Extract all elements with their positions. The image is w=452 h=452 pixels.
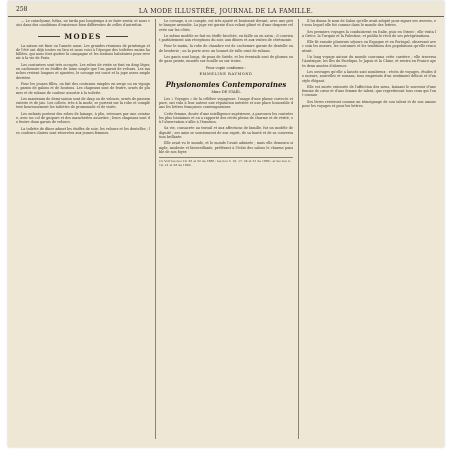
paragraph: Elle est morte entourée de l'affection des siens, laissant le souvenir d'une femme de cœur et d'une femme de talent, que regretteront tous ceux qui l'ont connue. bbox=[302, 84, 436, 98]
paragraph: Il lui donna le nom de Salon qu'elle avait adopté pour signer ses œuvres, et sous lequel elle fut connue dans le monde des lettres. bbox=[302, 19, 436, 28]
article-paragraph: Cette femme, douée d'une intelligence supérieure, a parcouru les contrées les plus lointaines et en a rapporté des récits pleins de charme et de vérité, où l'observation s'allie à l'émotion. bbox=[159, 111, 293, 125]
column-left bbox=[16, 19, 150, 439]
article-title: Physionomies Contemporaines bbox=[165, 79, 287, 89]
page bbox=[8, 1, 444, 447]
article-paragraph: Elle avait vu le monde, et le monde l'avait admirée ; mais elle demeura simple, modeste et bienveillante, préférant à l'éclat des salons le charme paisible de son foyer. bbox=[159, 141, 293, 154]
article-paragraph: Sa vie, consacrée au travail et aux affections de famille, fut un modèle de dignité ; ses amis se souviennent de son esprit, de sa bonté et de sa conversation brillante. bbox=[159, 126, 293, 140]
paragraph: Les gants sont longs, de peau de Suède, et les éventails sont de plumes ou de gaze peinte, montés sur écaille ou sur ivoire. bbox=[159, 55, 293, 64]
column-divider bbox=[298, 19, 299, 439]
article-subtitle: Mme DE STAËL bbox=[211, 89, 241, 94]
section-title-modes: MODES bbox=[16, 32, 150, 41]
paragraph: La saison est finie ou l'année aussi. Les grandes réunions de printemps et de l'été ont déjà toutes eu lieu et nous voici à l'époque des toilettes moins habillées, qui nous font quitter la campagne et les stations balnéaires pour revenir à la vie de Paris. bbox=[16, 43, 150, 61]
journal-title: LA MODE ILLUSTRÉE, JOURNAL DE LA FAMILLE. bbox=[138, 7, 314, 15]
column-divider bbox=[155, 19, 156, 439]
paragraph: Pour le matin, la robe de chambre est de cachemire garnie de dentelle ou de broderie ; on la porte avec un bonnet de tulle orné de rubans. bbox=[159, 44, 293, 53]
paragraph: Les couturiers sont très occupés. Les robes de visite se font en drap léger, en cachemire et en étoffes de laine souple que l'on garnit de velours. Les manches restent longues et ajustées, le corsage est court et la jupe assez ample derrière. bbox=[16, 62, 150, 80]
paragraph: Le même modèle se fait en étoffe brochée, en faille ou en satin ; il convient parfaitement aux réceptions du soir, aux dîners et aux visites de cérémonie. bbox=[159, 33, 293, 43]
closing-paragraph: Ses livres resteront comme un témoignage de son talent et de son amour pour les voyages et pour les lettres. bbox=[302, 99, 436, 109]
paragraph: Le corsage, à ce compte, est très ajusté et boutonné devant, avec une petite basque arrondie. La jupe est garnie d'un volant plissé et d'une draperie relevée sur les côtés. bbox=[159, 19, 293, 32]
closing-paragraph: La toilette de dîner admet les étoffes de soie, les velours et les dentelles ; les couleurs claires sont réservées aux jeunes femmes. bbox=[16, 126, 150, 135]
paragraph: Elle fit ensuite plusieurs séjours en Espagne et en Portugal, observant avec soin les mœurs, les costumes et les traditions des populations qu'elle rencontrait. bbox=[302, 40, 436, 53]
intro-paragraph: — Le cataclysme, hélas, ne tarda pas longtemps à se faire sentir, et nous voici dans des conditions d'existence bien différentes de celles d'autrefois. bbox=[16, 19, 150, 28]
page-header bbox=[8, 6, 444, 17]
column-right bbox=[302, 19, 436, 439]
column-middle bbox=[159, 19, 293, 439]
signature-label: Pour copie conforme : bbox=[205, 65, 247, 70]
signature-name: EMMELINE RAYMOND bbox=[199, 71, 253, 76]
footnote: (1) Voir les nos 19, 26 et 32 de 1888 ; les nos 3, 10, 17, 24 et 31 de 1889 ; et les nos 2, 14, 21 et 28 de 1890. bbox=[159, 157, 293, 168]
paragraph: Un long voyage autour du monde couronna cette carrière ; elle traversa l'Amérique, les îles du Pacifique, le Japon et la Chine, et rentra en France après deux années d'absence. bbox=[302, 55, 436, 68]
page-number: 258 bbox=[16, 6, 28, 13]
paragraph: Les manteaux de demi-saison sont de drap ou de velours, ornés de passementerie et de jais. Les collets, très à la mode, se portent sur la robe et complètent heureusement les toilettes de promenade et de visite. bbox=[16, 96, 150, 110]
paragraph: Les ouvrages qu'elle a laissés sont nombreux : récits de voyages, études de mœurs, nouvelles et romans, tous empreints d'un sentiment délicat et d'un style élégant. bbox=[302, 69, 436, 83]
paragraph: Les enfants portent des robes de lainage, à plis, retenues par une ceinture, avec un col de guipure et des manchettes assorties ; leurs chapeaux sont de feutre doux garnis de velours. bbox=[16, 111, 150, 125]
text-columns bbox=[16, 19, 436, 439]
article-paragraph: Les « Voyages » de la célèbre voyageuse, l'usage d'une plume correcte et pure, ont valu à leur auteur une réputation méritée et une place honorable dans les lettres françaises contemporaines. bbox=[159, 96, 293, 110]
paragraph: Pour les jeunes filles, on fait des costumes simples en serge ou en vigogne, garnis de galons et de boutons. Les chapeaux sont de feutre, ornés de plumes et de rubans de couleur assortie à la toilette. bbox=[16, 81, 150, 95]
paragraph: Ses premiers voyages la conduisirent en Italie, puis en Orient ; elle visita la Grèce, la Turquie et la Palestine, et publia le récit de ses pérégrinations. bbox=[302, 29, 436, 38]
